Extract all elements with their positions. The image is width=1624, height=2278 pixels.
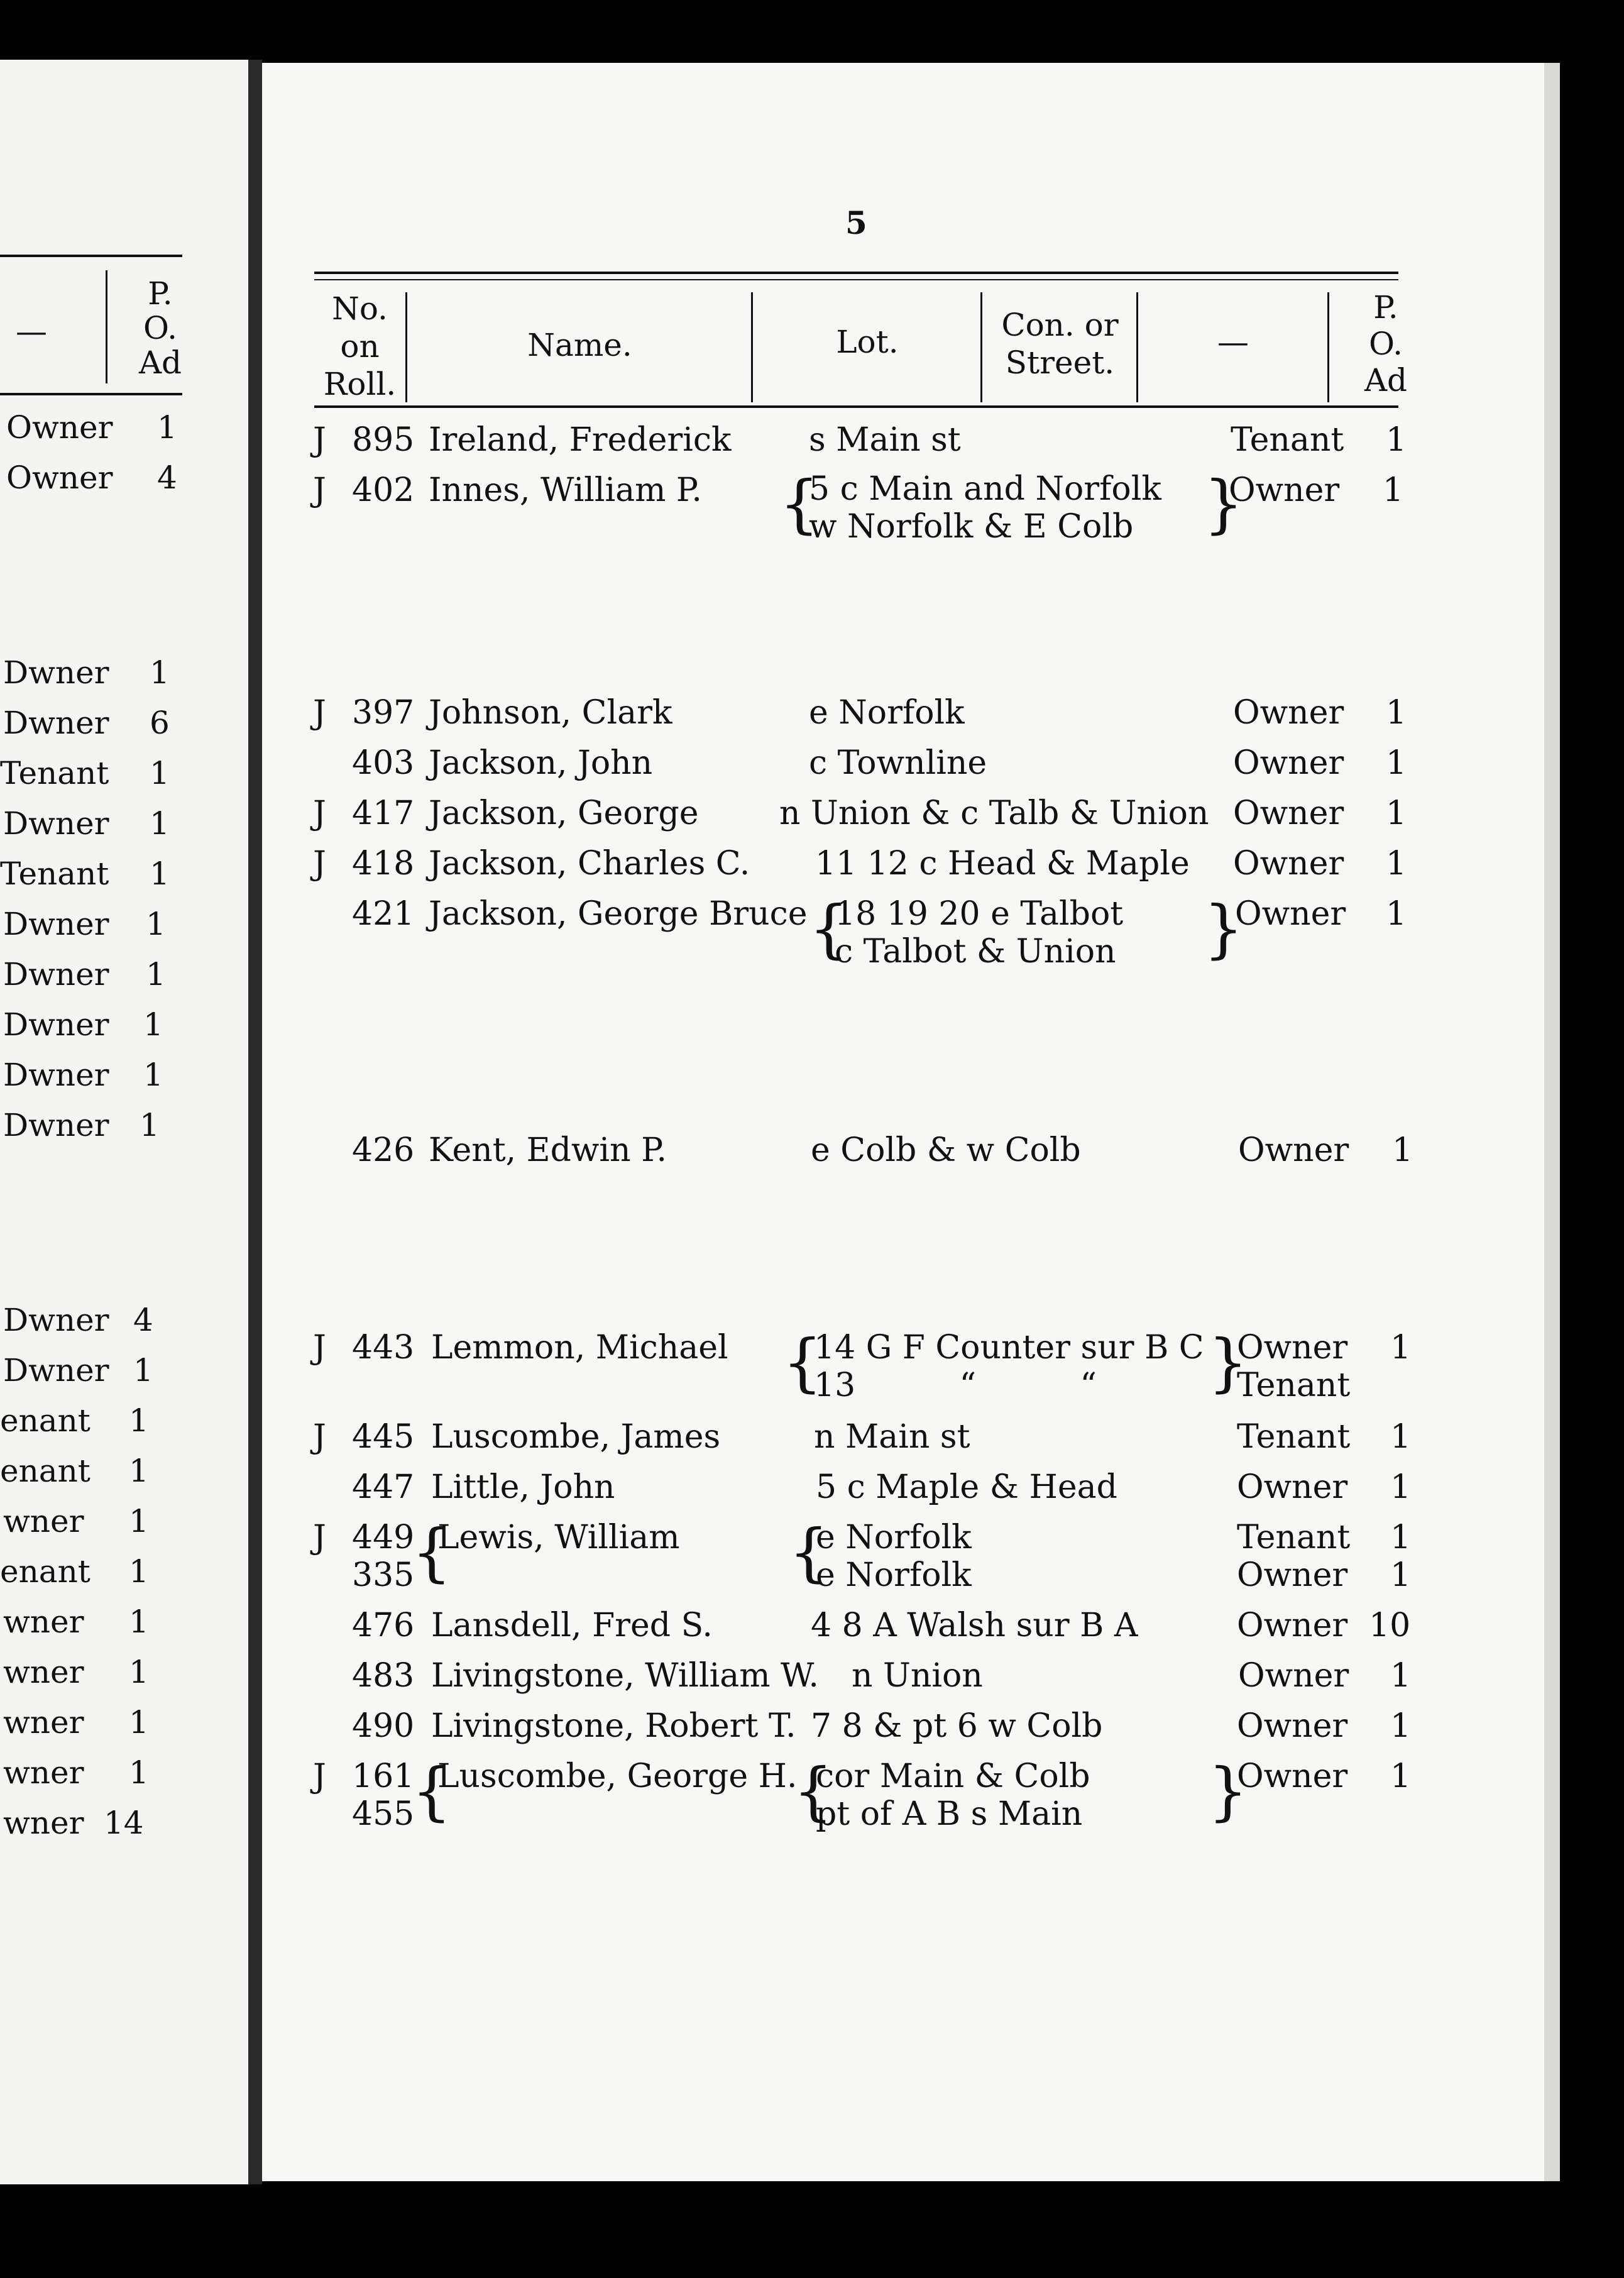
- left-po: 1: [129, 1754, 149, 1791]
- row-lot: e Colb & w Colb: [811, 1131, 1081, 1169]
- row-name: Ireland, Frederick: [429, 421, 732, 459]
- row-name: Luscombe, James: [431, 1418, 721, 1456]
- left-po: 1: [150, 755, 170, 791]
- row-lot: 18 19 20 e Talbot: [835, 895, 1124, 933]
- left-po: 6: [150, 705, 170, 741]
- row-status: Owner: [1237, 1707, 1348, 1745]
- row-po: 1: [1390, 1519, 1412, 1556]
- row-j: J: [313, 1329, 326, 1367]
- row-num: 417: [352, 795, 415, 832]
- left-po: 1: [129, 1604, 149, 1640]
- left-top-rule: [0, 255, 182, 257]
- row-lot-2: c Talbot & Union: [835, 933, 1116, 971]
- left-status: enant: [0, 1453, 91, 1489]
- row-status: Owner: [1233, 694, 1344, 732]
- row-po: 1: [1390, 1707, 1412, 1745]
- row-num: 418: [352, 845, 415, 883]
- left-po: 1: [143, 1006, 163, 1043]
- row-num: 397: [352, 694, 415, 732]
- header-o: O.: [1369, 326, 1403, 362]
- left-status: Dwner: [3, 956, 109, 993]
- top-rule: [314, 272, 1398, 274]
- row-lot: e Norfolk: [809, 694, 965, 732]
- page-edge: [1544, 63, 1560, 2181]
- left-status: Owner: [6, 459, 113, 496]
- row-status: Owner: [1237, 1758, 1348, 1795]
- row-num: 421: [352, 895, 415, 933]
- brace-close: }: [1208, 1754, 1248, 1828]
- row-name: Jackson, John: [429, 744, 653, 782]
- row-name: Johnson, Clark: [429, 694, 672, 732]
- row-j: J: [313, 845, 326, 883]
- row-lot: n Union & c Talb & Union: [779, 795, 1209, 832]
- header-lot: Lot.: [836, 324, 899, 360]
- header-on: on: [340, 328, 380, 365]
- left-status: Dwner: [3, 1352, 109, 1389]
- left-po: 1: [150, 805, 170, 842]
- left-po: 1: [146, 906, 166, 942]
- row-num: 447: [352, 1468, 415, 1506]
- row-name: Innes, William P.: [429, 471, 702, 509]
- brace-open: {: [779, 467, 820, 541]
- row-j: J: [313, 471, 326, 509]
- row-num-2: 455: [352, 1795, 415, 1833]
- row-po: 1: [1386, 895, 1407, 933]
- brace-open: {: [793, 1754, 833, 1828]
- row-status: Owner: [1233, 845, 1344, 883]
- left-po: 1: [129, 1654, 149, 1690]
- left-header-rule: [0, 393, 182, 395]
- header-name: Name.: [527, 327, 632, 363]
- row-lot-2: w Norfolk & E Colb: [809, 508, 1134, 546]
- row-name: Luscombe, George H.: [437, 1758, 798, 1795]
- row-status: Owner: [1237, 1607, 1348, 1644]
- row-lot-2: 13 “ “: [814, 1367, 1097, 1404]
- left-status: wner: [3, 1704, 84, 1741]
- row-j: J: [313, 421, 326, 459]
- row-po: 1: [1386, 694, 1407, 732]
- left-po-header-p: P.: [148, 275, 173, 312]
- brace-open: {: [412, 1516, 452, 1589]
- left-status: Tenant: [0, 856, 109, 892]
- row-status-2: Tenant: [1237, 1367, 1351, 1404]
- brace-close: }: [1208, 1326, 1248, 1399]
- brace-open: {: [789, 1516, 829, 1589]
- row-po-2: 1: [1390, 1556, 1412, 1594]
- row-lot: 11 12 c Head & Maple: [815, 845, 1190, 883]
- row-po: 1: [1386, 421, 1407, 459]
- row-status: Owner: [1238, 1657, 1349, 1695]
- row-lot: 7 8 & pt 6 w Colb: [811, 1707, 1103, 1745]
- row-po: 1: [1386, 744, 1407, 782]
- row-status-2: Owner: [1237, 1556, 1348, 1594]
- row-name: Lewis, William: [437, 1519, 680, 1556]
- left-status: wner: [3, 1654, 84, 1690]
- brace-open: {: [412, 1754, 452, 1828]
- row-po: 1: [1386, 845, 1407, 883]
- brace-close: }: [1204, 467, 1244, 541]
- left-dash-header: —: [16, 313, 47, 349]
- header-p: P.: [1373, 289, 1398, 326]
- row-j: J: [313, 694, 326, 732]
- left-po: 1: [157, 409, 177, 446]
- row-po: 1: [1390, 1468, 1412, 1506]
- brace-open: {: [809, 892, 849, 966]
- row-status: Owner: [1237, 1329, 1348, 1367]
- row-name: Kent, Edwin P.: [429, 1131, 667, 1169]
- left-status: wner: [3, 1805, 84, 1841]
- row-name: Jackson, George Bruce: [429, 895, 808, 933]
- row-status: Owner: [1233, 795, 1344, 832]
- left-status: Dwner: [3, 906, 109, 942]
- left-po-header-ad: Ad: [138, 344, 182, 381]
- brace-close: }: [1204, 892, 1244, 966]
- left-status: Tenant: [0, 755, 109, 791]
- row-status: Owner: [1229, 471, 1340, 509]
- left-status: Dwner: [3, 705, 109, 741]
- left-status: Dwner: [3, 1107, 109, 1143]
- left-status: Owner: [6, 409, 113, 446]
- left-po: 1: [146, 956, 166, 993]
- left-status: Dwner: [3, 1057, 109, 1093]
- left-po: 1: [129, 1704, 149, 1741]
- row-lot-2: pt of A B s Main: [816, 1795, 1083, 1833]
- left-status: enant: [0, 1553, 91, 1590]
- row-lot: n Main st: [814, 1418, 970, 1456]
- row-po: 1: [1383, 471, 1404, 509]
- row-status: Owner: [1235, 895, 1346, 933]
- left-po: 4: [157, 459, 177, 496]
- left-po: 1: [143, 1057, 163, 1093]
- row-name: Jackson, George: [429, 795, 699, 832]
- row-lot: cor Main & Colb: [816, 1758, 1090, 1795]
- row-lot: 5 c Main and Norfolk: [809, 470, 1161, 508]
- row-name: Lansdell, Fred S.: [431, 1607, 713, 1644]
- left-po: 1: [133, 1352, 153, 1389]
- left-status: Dwner: [3, 654, 109, 691]
- row-lot: 4 8 A Walsh sur B A: [811, 1607, 1138, 1644]
- left-status: wner: [3, 1754, 84, 1791]
- row-name: Jackson, Charles C.: [429, 845, 750, 883]
- header-street: Street.: [1005, 344, 1115, 381]
- col-divider-roll: [405, 292, 407, 402]
- row-status: Tenant: [1237, 1418, 1351, 1456]
- row-po: 1: [1386, 795, 1407, 832]
- row-num-2: 335: [352, 1556, 415, 1594]
- row-status: Owner: [1233, 744, 1344, 782]
- left-po: 1: [129, 1553, 149, 1590]
- row-po: 1: [1390, 1329, 1412, 1367]
- col-divider-con: [1136, 292, 1138, 402]
- header-dash: —: [1217, 324, 1249, 360]
- left-po: 1: [129, 1402, 149, 1439]
- row-name: Livingstone, William W.: [431, 1657, 819, 1695]
- left-col-divider: [106, 270, 107, 383]
- row-status: Tenant: [1231, 421, 1344, 459]
- header-no: No.: [332, 290, 388, 327]
- row-num: 449: [352, 1519, 415, 1556]
- row-po: 1: [1392, 1131, 1413, 1169]
- col-divider-lot: [980, 292, 982, 402]
- left-status: wner: [3, 1604, 84, 1640]
- row-j: J: [313, 795, 326, 832]
- row-num: 403: [352, 744, 415, 782]
- left-status: Dwner: [3, 805, 109, 842]
- left-po: 1: [129, 1503, 149, 1539]
- header-con: Con. or: [1001, 307, 1119, 343]
- page-number: 5: [845, 204, 867, 241]
- row-num: 402: [352, 471, 415, 509]
- row-po: 1: [1390, 1657, 1412, 1695]
- row-lot: 5 c Maple & Head: [816, 1468, 1117, 1506]
- header-roll: Roll.: [323, 366, 397, 402]
- col-divider-name: [751, 292, 753, 402]
- left-po: 14: [104, 1805, 144, 1841]
- brace-open: {: [782, 1326, 823, 1399]
- row-name: Lemmon, Michael: [431, 1329, 728, 1367]
- row-j: J: [313, 1519, 326, 1556]
- row-num: 895: [352, 421, 415, 459]
- left-status: Dwner: [3, 1006, 109, 1043]
- row-num: 161: [352, 1758, 415, 1795]
- row-status: Owner: [1238, 1131, 1349, 1169]
- left-po-header-o: O.: [143, 310, 177, 346]
- left-po: 4: [133, 1302, 153, 1338]
- left-po: 1: [129, 1453, 149, 1489]
- left-status: enant: [0, 1402, 91, 1439]
- book-gutter: [248, 60, 262, 2184]
- row-lot: n Union: [852, 1657, 983, 1695]
- row-lot: c Townline: [809, 744, 987, 782]
- row-lot: s Main st: [809, 421, 961, 459]
- row-num: 426: [352, 1131, 415, 1169]
- row-po: 1: [1390, 1758, 1412, 1795]
- row-num: 445: [352, 1418, 415, 1456]
- left-po: 1: [150, 654, 170, 691]
- row-num: 483: [352, 1657, 415, 1695]
- row-lot: e Norfolk: [816, 1519, 972, 1556]
- header-ad: Ad: [1364, 362, 1408, 399]
- row-po: 10: [1369, 1607, 1411, 1644]
- left-status: wner: [3, 1503, 84, 1539]
- row-lot: 14 G F Counter sur B C: [814, 1329, 1204, 1367]
- row-lot-2: e Norfolk: [816, 1556, 972, 1594]
- row-num: 490: [352, 1707, 415, 1745]
- left-po: 1: [140, 1107, 160, 1143]
- row-po: 1: [1390, 1418, 1412, 1456]
- top-rule-thin: [314, 279, 1398, 280]
- row-num: 443: [352, 1329, 415, 1367]
- row-num: 476: [352, 1607, 415, 1644]
- row-j: J: [313, 1418, 326, 1456]
- row-status: Tenant: [1237, 1519, 1351, 1556]
- header-bottom-rule: [314, 405, 1398, 408]
- left-po: 1: [150, 856, 170, 892]
- row-status: Owner: [1237, 1468, 1348, 1506]
- left-status: Dwner: [3, 1302, 109, 1338]
- row-name: Little, John: [431, 1468, 615, 1506]
- row-j: J: [313, 1758, 326, 1795]
- row-name: Livingstone, Robert T.: [431, 1707, 796, 1745]
